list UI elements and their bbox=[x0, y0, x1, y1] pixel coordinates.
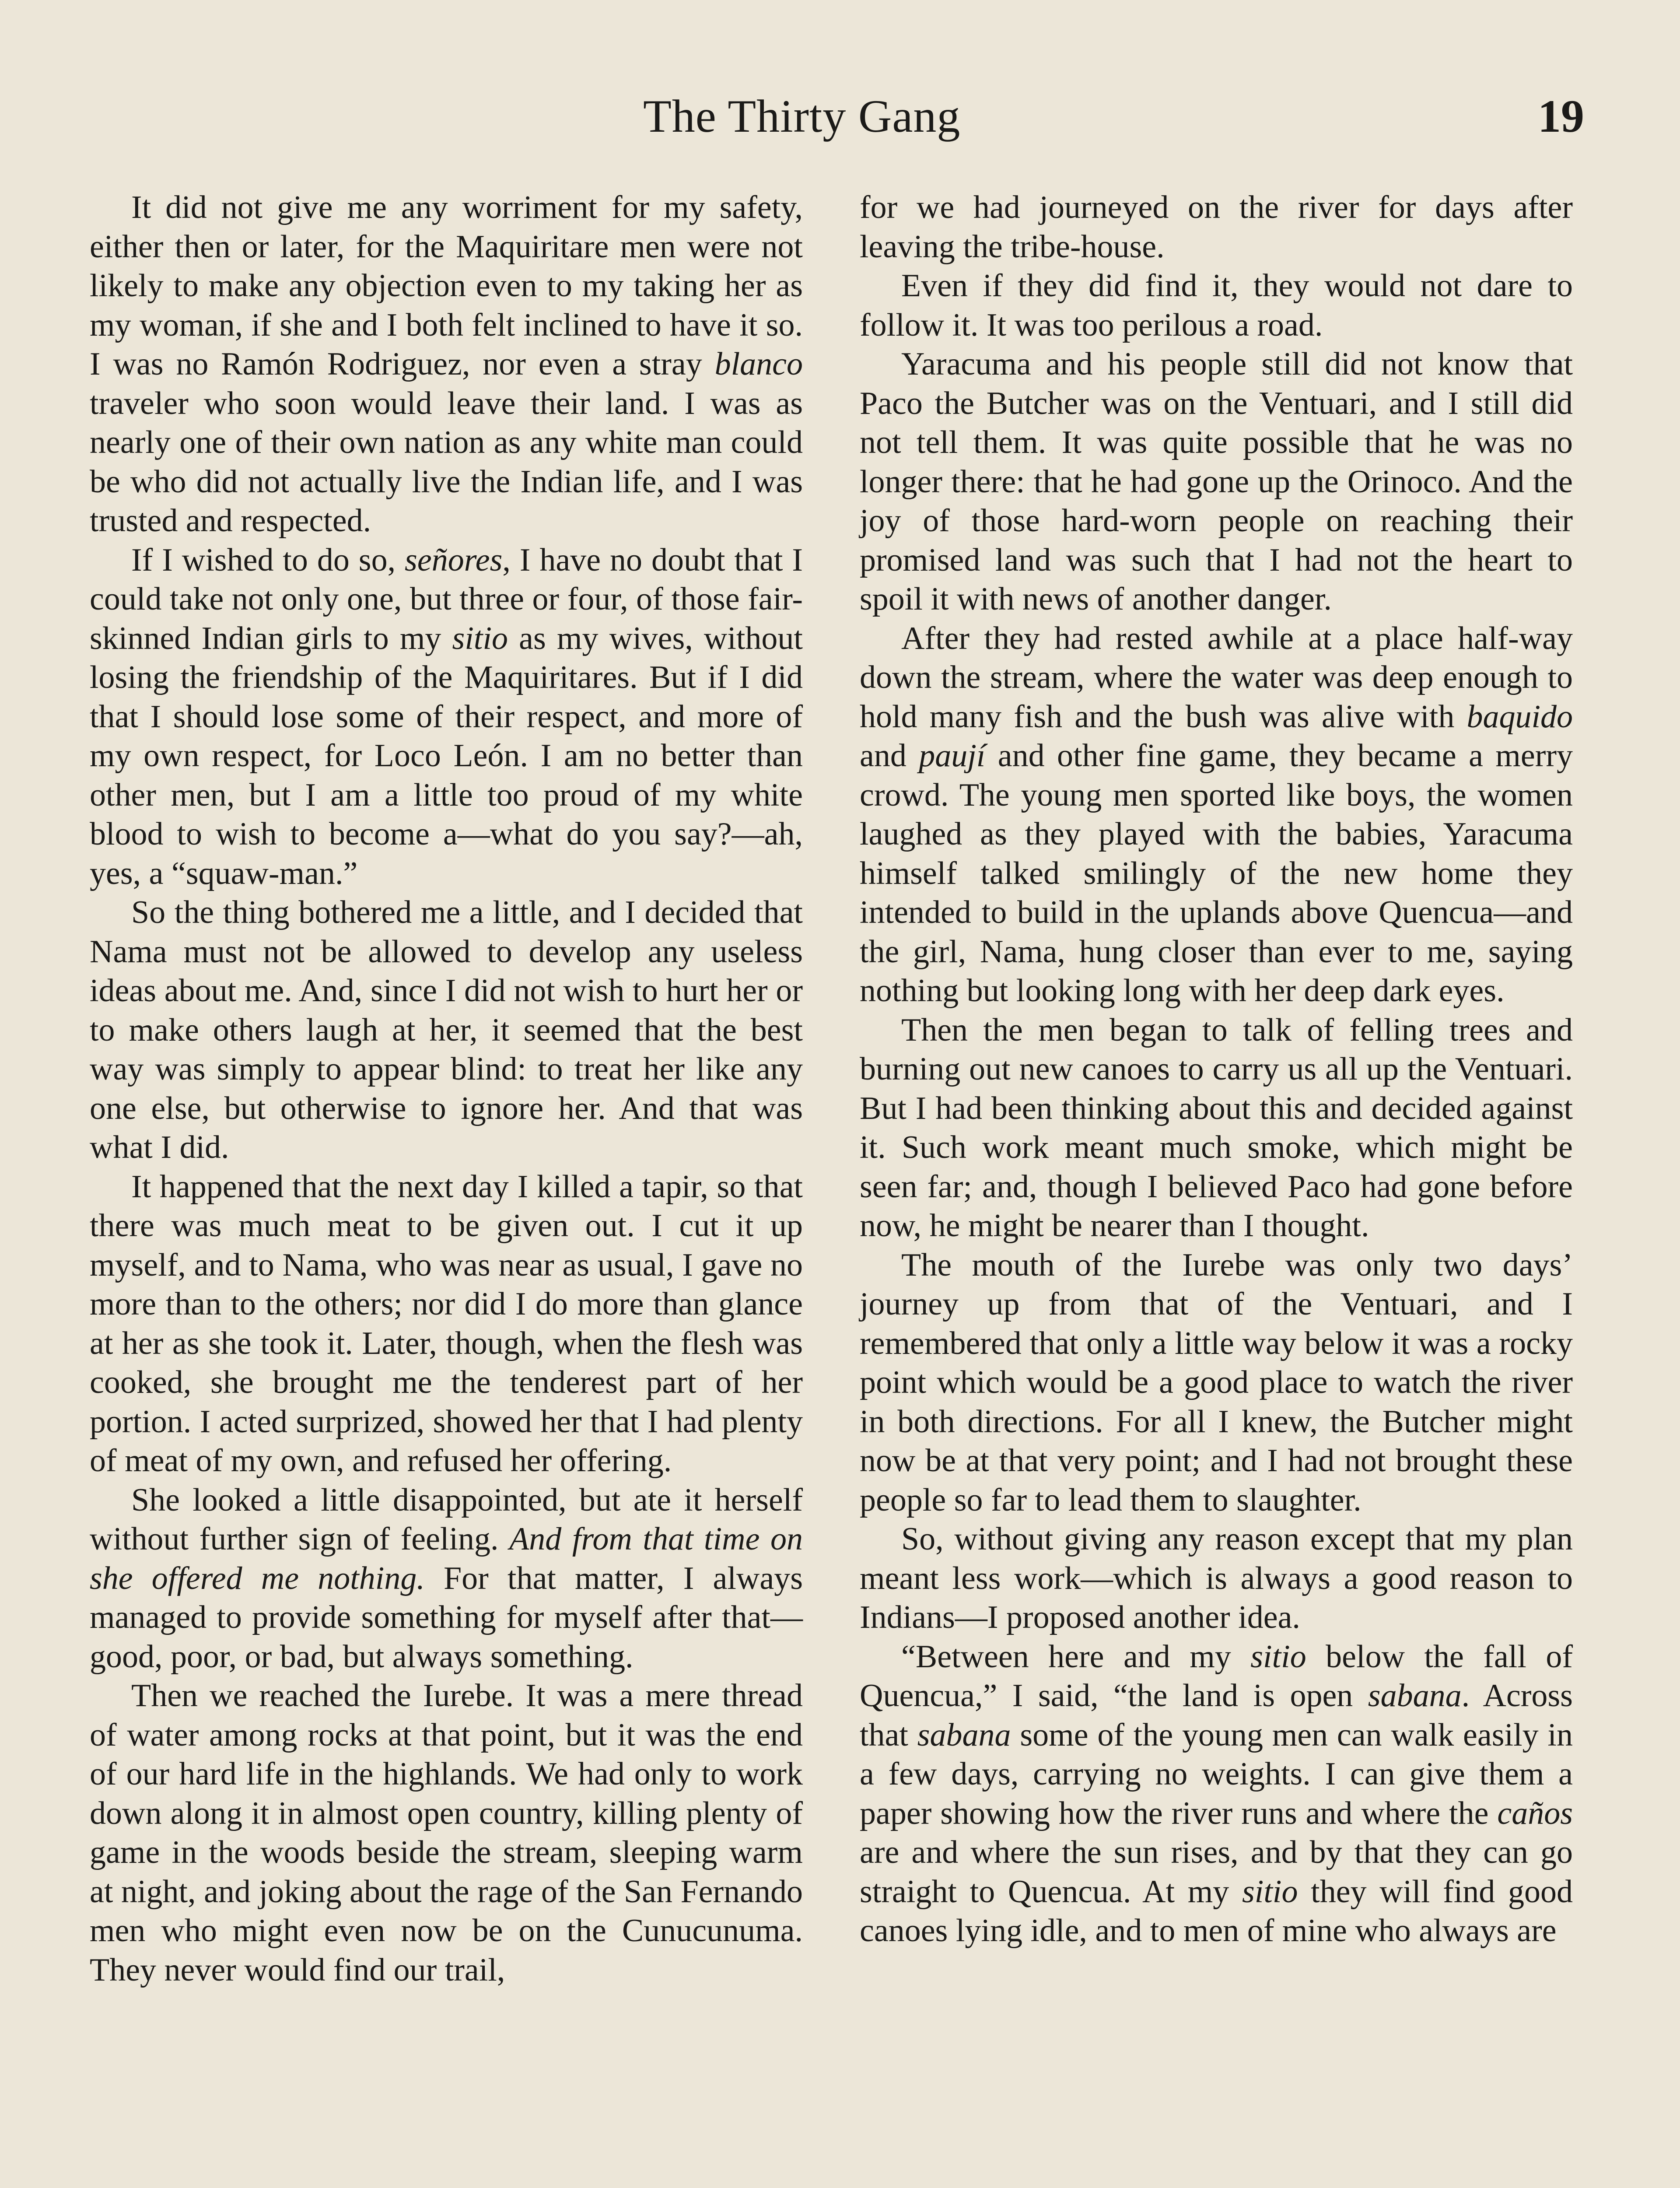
right-column bbox=[860, 188, 1573, 1951]
paragraph: So the thing bothered me a little, and I decided that Nama must not be allowed to develop any useless ideas about me. And, since I did not wish to hurt her or to make others laugh at her, it seemed that the best way was simply to appear blind: to treat her like any one else, but otherwise to ignore her. And that was what I did. bbox=[90, 894, 803, 1165]
paragraph: After they had rested awhile at a place half-way down the stream, where the water was deep enough to hold many fish and the bush was alive with baquido and paují and other fine game, they became a merry crowd. The young men sported like boys, the women laughed as they played with the babies, Yaracuma himself talked smilingly of the new home they intended to build in the uplands above Quencua—and the girl, Nama, hung closer than ever to me, saying nothing but looking long with her deep dark eyes. bbox=[860, 620, 1573, 1009]
running-title: The Thirty Gang bbox=[643, 91, 961, 142]
paragraph: Even if they did find it, they would not dare to follow it. It was too perilous a road. bbox=[860, 268, 1573, 343]
running-header bbox=[0, 85, 1680, 155]
paragraph: The mouth of the Iurebe was only two days’ journey up from that of the Ventuari, and I remembered that only a little way below it was a rocky point which would be a good place to watch the river in both directions. For all I knew, the Butcher might now be at that very point; and I had not brought these people so far to lead them to slaughter. bbox=[860, 1247, 1573, 1518]
left-column bbox=[90, 188, 803, 1990]
paragraph: It happened that the next day I killed a tapir, so that there was much meat to be given out. I cut it up myself, and to Nama, who was near as usual, I gave no more than to the others; nor did I do more than glance at her as she took it. Later, though, when the flesh was cooked, she brought me the tenderest part of her portion. I acted surprized, showed her that I had plenty of meat of my own, and refused her offering. bbox=[90, 1168, 803, 1479]
paragraph-continuation: for we had journeyed on the river for days after leaving the tribe-house. bbox=[860, 189, 1573, 265]
paragraph: Then the men began to talk of felling trees and burning out new canoes to carry us all up the Ventuari. But I had been thinking about this and decided against it. Such work meant much smoke, which might be seen far; and, though I believed Paco had gone before now, he might be nearer than I thought. bbox=[860, 1012, 1573, 1244]
page-number: 19 bbox=[1538, 91, 1584, 142]
paragraph: So, without giving any reason except that my plan meant less work—which is always a good reason to Indians—I proposed another idea. bbox=[860, 1521, 1573, 1635]
paragraph: Then we reached the Iurebe. It was a mere thread of water among rocks at that point, but it was the end of our hard life in the highlands. We had only to work down along it in almost open country, killing plenty of game in the woods beside the stream, sleeping warm at night, and joking about the rage of the San Fernando men who might even now be on the Cunucunuma. They never would find our trail, bbox=[90, 1678, 803, 1988]
paragraph: “Between here and my sitio below the fall of Quencua,” I said, “the land is open sabana. Across that sabana some of the young men can walk easily in a few days, carrying no weights. I can give them a paper showing how the river runs and where the caños are and where the sun rises, and by that they can go straight to Quencua. At my sitio they will find good canoes lying idle, and to men of mine who always are bbox=[860, 1638, 1573, 1949]
paragraph: Yaracuma and his people still did not know that Paco the Butcher was on the Ventuari, and I still did not tell them. It was quite possible that he was no longer there: that he had gone up the Orinoco. And the joy of those hard-worn people on reaching their promised land was such that I had not the heart to spoil it with news of another danger. bbox=[860, 346, 1573, 617]
paragraph: If I wished to do so, señores, I have no doubt that I could take not only one, but three or four, of those fair-skinned Indian girls to my sitio as my wives, without losing the friendship of the Maquiritares. But if I did that I should lose some of their respect, and more of my own respect, for Loco León. I am no better than other men, but I am a little too proud of my white blood to wish to become a—what do you say?—ah, yes, a “squaw-man.” bbox=[90, 542, 803, 891]
paragraph: She looked a little disappointed, but ate it herself without further sign of feeling. And from that time on she offered me nothing. For that matter, I always managed to provide something for myself after that— good, poor, or bad, but always something. bbox=[90, 1482, 803, 1675]
paragraph: It did not give me any worriment for my safety, either then or later, for the Maquiritare men were not likely to make any objection even to my taking her as my woman, if she and I both felt inclined to have it so. I was no Ramón Rodriguez, nor even a stray blanco traveler who soon would leave their land. I was as nearly one of their own nation as any white man could be who did not actually live the Indian life, and I was trusted and respected. bbox=[90, 189, 803, 539]
